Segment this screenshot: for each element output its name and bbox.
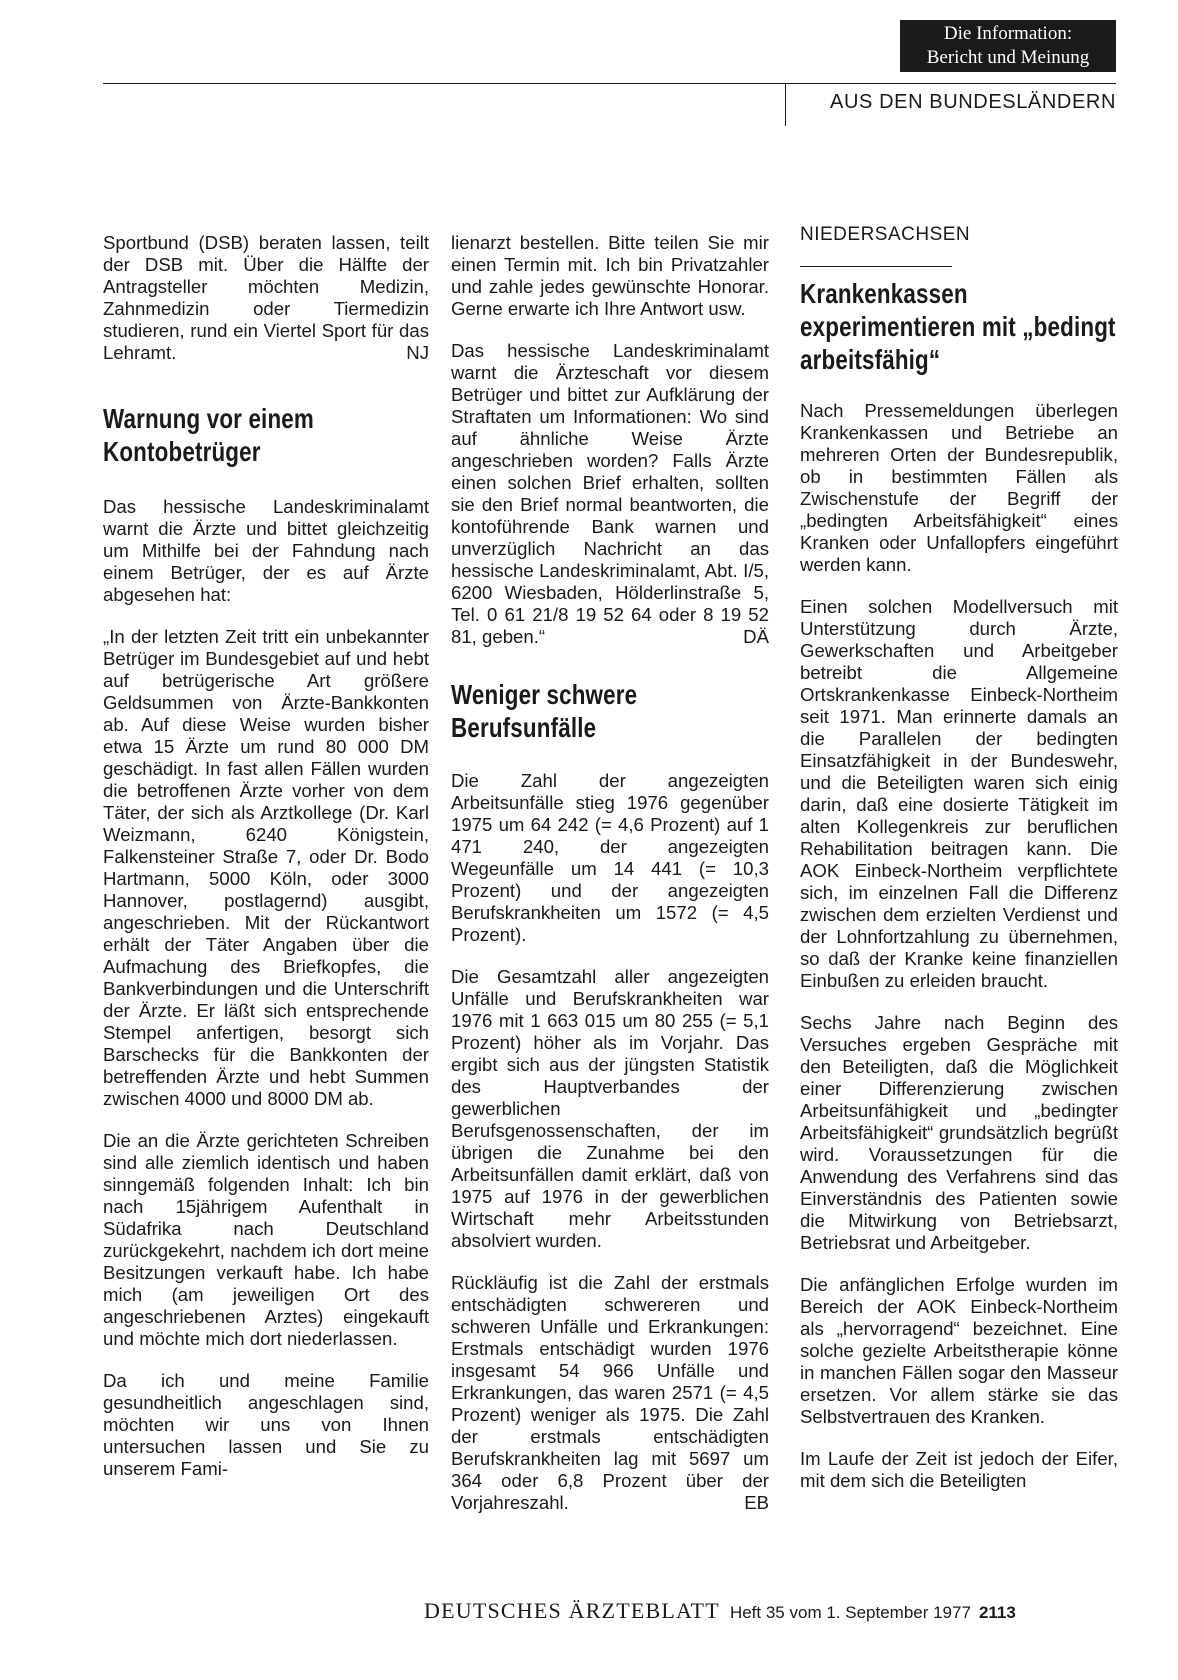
article-paragraph: Rückläufig ist die Zahl der erstmals entschädigten schwereren und schweren Unfälle und Erkrankungen: Erstmals entschädigt wurden 1976 insgesamt 54 966 Unfälle und Erkrankungen, das waren 2571 (= 4,5 Prozent) weniger als 1975. Die Zahl der erstmals entschädigten Berufskrankheiten lag mit 5697 um 364 oder 6,8 Prozent über der Vorjahreszahl. EB bbox=[451, 1272, 769, 1513]
journal-name: DEUTSCHES ÄRZTEBLATT bbox=[424, 1598, 720, 1623]
column-3 bbox=[800, 224, 1118, 1492]
author-signature: NJ bbox=[406, 342, 429, 363]
author-signature: DÄ bbox=[743, 626, 769, 647]
article-paragraph: „In der letzten Zeit tritt ein unbekannter Betrüger im Bundesgebiet auf und hebt auf betrügerische Art größere Geldsummen von Ärzte-Bankkonten ab. Auf diese Weise wurden bisher etwa 15 Ärzte um rund 80 000 DM geschädigt. In fast allen Fällen wurden die betroffenen Ärzte vorher von dem Täter, der sich als Arztkollege (Dr. Karl Weizmann, 6240 Königstein, Falkensteiner Straße 7, oder Dr. Bodo Hartmann, 5000 Köln, oder 3000 Hannover, postlagernd) ausgibt, angeschrieben. Mit der Rückantwort erhält der Täter Angaben über die Aufmachung des Briefkopfes, die Bankverbindungen und die Unterschrift der Ärzte. Er läßt sich entsprechende Stempel anfertigen, besorgt sich Barschecks für die Bankkonten der betreffenden Ärzte und hebt Summen zwischen 4000 und 8000 DM ab. bbox=[103, 626, 429, 1109]
kicker-rule bbox=[800, 266, 952, 267]
header-rule bbox=[103, 83, 1116, 84]
article-headline: Krankenkassen experimentieren mit „bedingt arbeitsfähig“ bbox=[800, 278, 1116, 375]
article-headline: Weniger schwere Berufsunfälle bbox=[451, 679, 638, 743]
article-paragraph: Nach Pressemeldungen überlegen Krankenkassen und Betriebe an mehreren Orten der Bundesrepublik, ob in bestimmten Fällen als Zwischenstufe der Begriff der „bedingten Arbeitsfähigkeit“ eines Kranken oder Unfallopfers eingeführt werden kann. bbox=[800, 400, 1118, 575]
article-paragraph: lienarzt bestellen. Bitte teilen Sie mir einen Termin mit. Ich bin Privatzahler und zahle jedes gewünschte Honorar. Gerne erwarte ich Ihre Antwort usw. bbox=[451, 232, 769, 319]
article-paragraph: Da ich und meine Familie gesundheitlich angeschlagen sind, möchten wir uns von Ihnen untersuchen lassen und Sie zu unserem Fami- bbox=[103, 1370, 429, 1479]
author-signature: EB bbox=[744, 1492, 769, 1513]
article-paragraph: Sechs Jahre nach Beginn des Versuches ergeben Gespräche mit den Beteiligten, daß die Möglichkeit einer Differenzierung zwischen Arbeitsunfähigkeit und „bedingter Arbeitsfähigkeit“ grundsätzlich begrüßt wird. Voraussetzungen für die Anwendung des Verfahrens sind das Einverständnis des Patienten sowie die Mitwirkung von Betriebsarzt, Betriebsrat und Arbeitgeber. bbox=[800, 1012, 1118, 1253]
badge-line-2: Bericht und Meinung bbox=[926, 47, 1090, 68]
column-1 bbox=[103, 232, 429, 1480]
article-paragraph: Das hessische Landeskriminalamt warnt die Ärzteschaft vor diesem Betrüger und bittet zur Aufklärung der Straftaten um Informationen: Wo sind auf ähnliche Weise Ärzte angeschrieben worden? Falls Ärzte einen solchen Brief erhalten, sollten sie den Brief normal beantworten, die kontoführende Bank warnen und unverzüglich Nachricht an das hessische Landeskriminalamt, Abt. I/5, 6200 Wiesbaden, Hölderlinstraße 5, Tel. 0 61 21/8 19 52 64 oder 8 19 52 81, geben.“ DÄ bbox=[451, 340, 769, 647]
article-paragraph: Die Zahl der angezeigten Arbeitsunfälle stieg 1976 gegenüber 1975 um 64 242 (= 4,6 Prozent) auf 1 471 240, der angezeigten Wegeunfälle um 14 441 (= 10,3 Prozent) und der angezeigten Berufskrankheiten um 1572 (= 4,5 Prozent). bbox=[451, 770, 769, 945]
article-paragraph: Die anfänglichen Erfolge wurden im Bereich der AOK Einbeck-Northeim als „hervorragend“ bezeichnet. Eine solche gezielte Arbeitstherapie könne in manchen Fällen sogar den Masseur ersetzen. Vor allem stärke sie das Selbstvertrauen des Kranken. bbox=[800, 1274, 1118, 1427]
section-badge bbox=[900, 20, 1116, 72]
header-vertical-rule bbox=[785, 84, 786, 126]
article-paragraph: Einen solchen Modellversuch mit Unterstützung durch Ärzte, Gewerkschaften und Arbeitgeber betreibt die Allgemeine Ortskrankenkasse Einbeck-Northeim seit 1971. Man erinnerte damals an die Parallelen der bedingten Einsatzfähigkeit in der Bundeswehr, und die Beteiligten waren sich einig darin, daß eine dosierte Tätigkeit im alten Kollegenkreis zur beruflichen Rehabilitation beitragen kann. Die AOK Einbeck-Northeim verpflichtete sich, im einzelnen Fall die Differenz zwischen dem erzielten Verdienst und der Lohnfortzahlung zu übernehmen, so daß der Kranke keine finanziellen Einbußen zu erleiden braucht. bbox=[800, 596, 1118, 991]
article-paragraph: Das hessische Landeskriminalamt warnt die Ärzte und bittet gleichzeitig um Mithilfe bei der Fahndung nach einem Betrüger, der es auf Ärzte abgesehen hat: bbox=[103, 496, 429, 605]
section-label: AUS DEN BUNDESLÄNDERN bbox=[830, 91, 1116, 113]
page-number: 2113 bbox=[978, 1603, 1016, 1622]
article-paragraph: Die Gesamtzahl aller angezeigten Unfälle und Berufskrankheiten war 1976 mit 1 663 015 um 80 255 (= 5,1 Prozent) höher als im Vorjahr. Das ergibt sich aus der jüngsten Statistik des Hauptverbandes der gewerblichen Berufsgenossenschaften, der im übrigen die Zunahme bei den Arbeitsunfällen damit erklärt, daß von 1975 auf 1976 in der gewerblichen Wirtschaft mehr Arbeitsstunden absolviert wurden. bbox=[451, 966, 769, 1251]
page-footer bbox=[424, 1598, 1016, 1624]
article-paragraph: Im Laufe der Zeit ist jedoch der Eifer, mit dem sich die Beteiligten bbox=[800, 1448, 1118, 1491]
column-2 bbox=[451, 232, 769, 1514]
badge-line-1: Die Information: bbox=[943, 23, 1073, 44]
issue-info: Heft 35 vom 1. September 1977 bbox=[729, 1603, 971, 1622]
continued-paragraph: Sportbund (DSB) beraten lassen, teilt der DSB mit. Über die Hälfte der Antragsteller möchten Medizin, Zahnmedizin oder Tiermedizin studieren, rund ein Viertel Sport für das Lehramt. NJ bbox=[103, 232, 429, 363]
region-kicker: NIEDERSACHSEN bbox=[800, 224, 971, 245]
article-headline: Warnung vor einem Kontobetrüger bbox=[103, 403, 314, 467]
article-paragraph: Die an die Ärzte gerichteten Schreiben sind alle ziemlich identisch und haben sinngemäß folgenden Inhalt: Ich bin nach 15jährigem Aufenthalt in Südafrika nach Deutschland zurückgekehrt, nachdem ich dort meine Besitzungen verkauft habe. Ich habe mich (am jeweiligen Ort des angeschriebenen Arztes) eingekauft und möchte mich dort niederlassen. bbox=[103, 1130, 429, 1349]
